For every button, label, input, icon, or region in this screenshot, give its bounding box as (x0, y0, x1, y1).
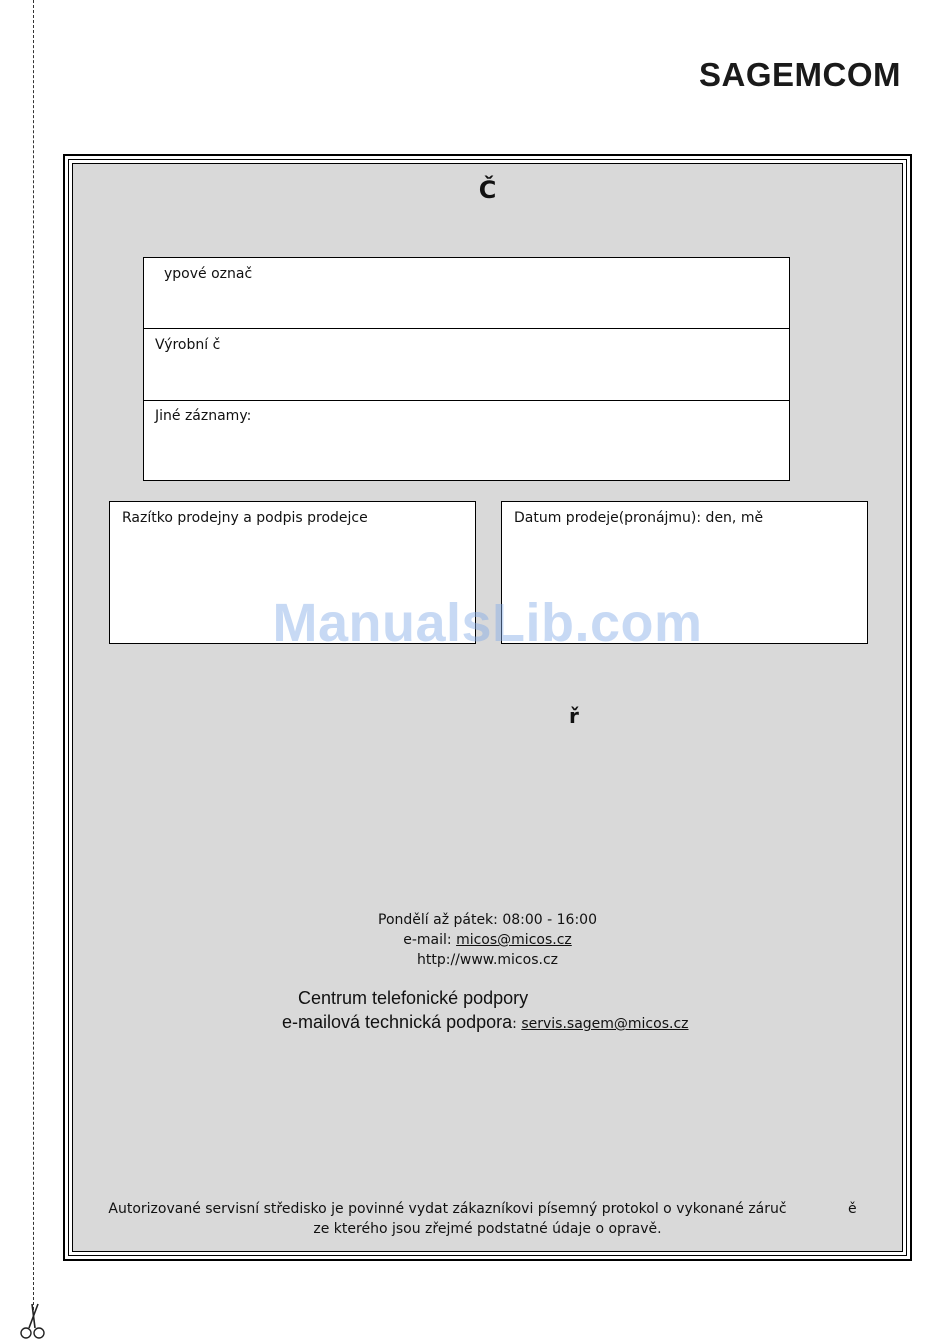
type-label: ypové označ (164, 266, 253, 282)
footer-notice (73, 1199, 902, 1239)
email-support-label: e-mailová technická podpora (282, 1012, 513, 1032)
cut-line (33, 0, 34, 1310)
email-support-sep: : (512, 1016, 522, 1032)
notes-label: Jiné záznamy: (155, 408, 252, 424)
sagemcom-logo (686, 56, 914, 92)
contact-info (73, 910, 902, 970)
serial-label: Výrobní č (155, 337, 221, 353)
product-info-table (143, 257, 790, 481)
sale-date-label: Datum prodeje(pronájmu): den, mě (514, 510, 764, 526)
office-hours: Pondělí až pátek: 08:00 - 16:00 (378, 912, 597, 928)
warranty-card (72, 163, 903, 1252)
footer-line-1: Autorizované servisní středisko je povinné vydat zákazníkovi písemný protokol o vykonané záruč (108, 1201, 787, 1217)
type-field[interactable] (144, 258, 789, 328)
email-line (73, 930, 902, 950)
email-support-link[interactable]: servis.sagem@micos.cz (521, 1016, 689, 1032)
notes-field[interactable] (144, 400, 789, 480)
stamp-signature-label: Razítko prodejny a podpis prodejce (122, 510, 368, 526)
stray-glyph: ř (569, 704, 579, 728)
warranty-card-frame (63, 154, 912, 1261)
watermark: ManualsLib.com (272, 593, 703, 653)
phone-support-heading: Centrum telefonické podpory (298, 988, 529, 1008)
svg-text:SAGEMCOM: SAGEMCOM (699, 56, 901, 92)
serial-field[interactable] (144, 328, 789, 400)
website-link[interactable]: http://www.micos.cz (417, 952, 558, 968)
email-link[interactable]: micos@micos.cz (456, 932, 572, 948)
email-label: e-mail: (403, 932, 457, 948)
footer-line-1-tail: ě (848, 1201, 857, 1217)
scissors-icon (18, 1302, 48, 1342)
email-support-line (282, 1012, 689, 1033)
card-title: Č (478, 176, 497, 204)
frame-border (68, 159, 907, 1256)
footer-line-2: ze kterého jsou zřejmé podstatné údaje o opravě. (313, 1221, 662, 1237)
